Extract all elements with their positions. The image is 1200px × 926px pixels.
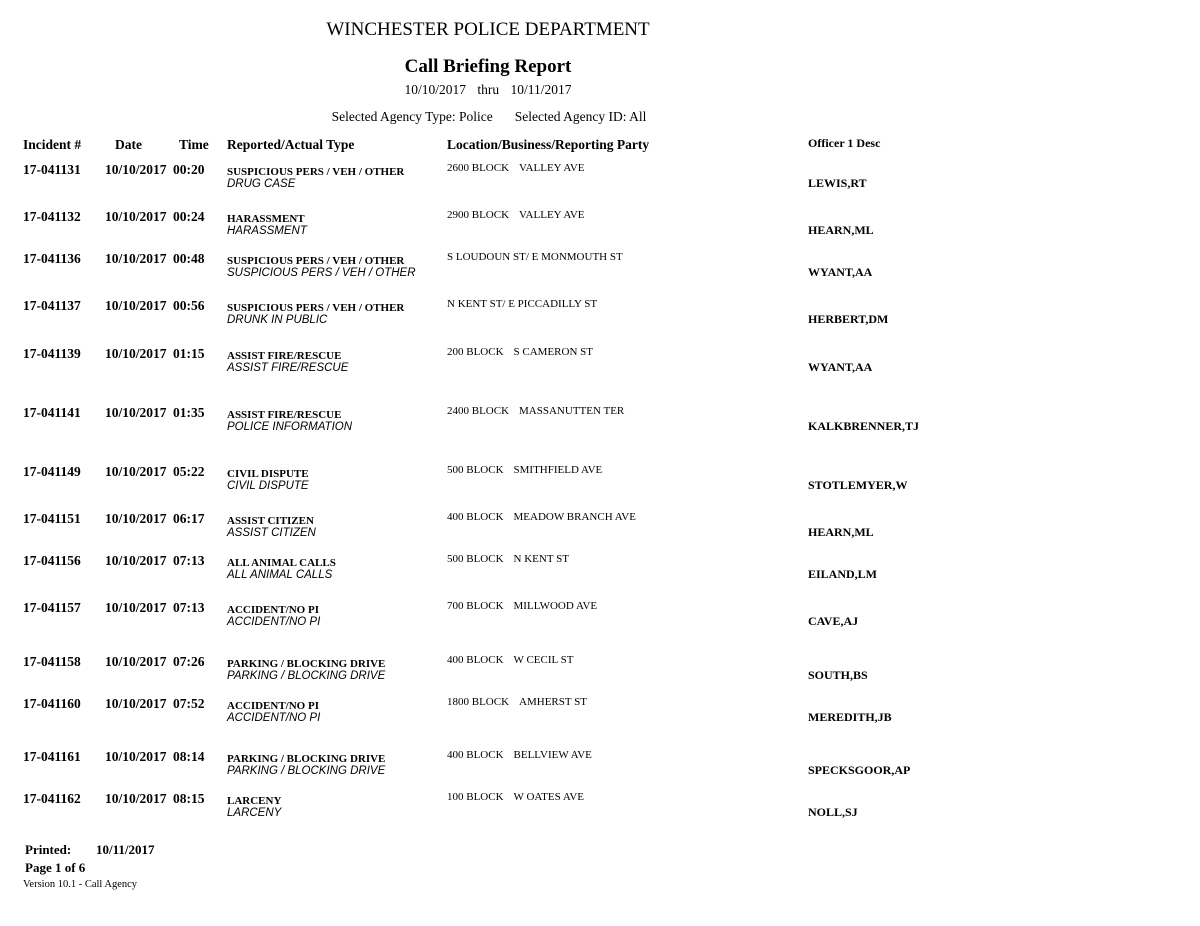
incident-time: 01:15 — [173, 346, 205, 361]
location-block: 400 BLOCK — [447, 749, 504, 761]
location — [447, 654, 573, 666]
officer-name: HEARN,ML — [808, 525, 874, 539]
actual-type: PARKING / BLOCKING DRIVE — [227, 670, 386, 682]
actual-type: CIVIL DISPUTE — [227, 480, 309, 492]
incident-date: 10/10/2017 — [105, 298, 167, 313]
date-separator: thru — [477, 82, 500, 97]
incident-time: 06:17 — [173, 511, 205, 526]
column-header-incident: Incident # — [23, 137, 82, 152]
reported-type: SUSPICIOUS PERS / VEH / OTHER — [227, 302, 405, 314]
incident-date: 10/10/2017 — [105, 464, 167, 479]
table-row — [0, 298, 1200, 338]
officer-name: WYANT,AA — [808, 265, 873, 279]
reported-type: HARASSMENT — [227, 213, 305, 225]
location-street: MEADOW BRANCH AVE — [513, 511, 636, 523]
location — [447, 696, 587, 708]
location — [447, 298, 607, 310]
page-number: Page 1 of 6 — [25, 860, 86, 875]
reported-type: ACCIDENT/NO PI — [227, 604, 319, 616]
location-block: 2400 BLOCK — [447, 405, 510, 417]
location-block: 500 BLOCK — [447, 464, 504, 476]
incident-number: 17-041131 — [23, 162, 81, 177]
report-title: Call Briefing Report — [404, 56, 572, 77]
incident-time: 00:56 — [173, 298, 205, 313]
reported-type: CIVIL DISPUTE — [227, 468, 309, 480]
date-to: 10/11/2017 — [510, 82, 572, 97]
reported-type: PARKING / BLOCKING DRIVE — [227, 753, 386, 765]
printed-date: 10/11/2017 — [96, 842, 155, 857]
incident-number: 17-041137 — [23, 298, 81, 313]
table-row — [0, 791, 1200, 831]
location-block: 100 BLOCK — [447, 791, 504, 803]
location-block: 1800 BLOCK — [447, 696, 510, 708]
actual-type: HARASSMENT — [227, 225, 307, 237]
incident-date: 10/10/2017 — [105, 251, 167, 266]
officer-name: LEWIS,RT — [808, 176, 867, 190]
incident-number: 17-041139 — [23, 346, 81, 361]
incident-number: 17-041141 — [23, 405, 81, 420]
incident-date: 10/10/2017 — [105, 749, 167, 764]
officer-name: EILAND,LM — [808, 567, 878, 581]
incident-time: 01:35 — [173, 405, 205, 420]
location — [447, 209, 585, 221]
location-block: 400 BLOCK — [447, 654, 504, 666]
location-street: AMHERST ST — [519, 696, 587, 708]
table-row — [0, 464, 1200, 504]
column-header-date: Date — [115, 137, 142, 152]
table-row — [0, 511, 1200, 551]
printed-label: Printed: — [25, 842, 72, 857]
incident-date: 10/10/2017 — [105, 696, 167, 711]
column-header-officer: Officer 1 Desc — [808, 136, 881, 150]
incident-time: 00:20 — [173, 162, 205, 177]
officer-name: SOUTH,BS — [808, 668, 868, 682]
agency-id: Selected Agency ID: All — [514, 109, 647, 124]
incident-number: 17-041151 — [23, 511, 81, 526]
incident-date: 10/10/2017 — [105, 791, 167, 806]
column-header-type: Reported/Actual Type — [227, 137, 355, 152]
actual-type: ASSIST CITIZEN — [227, 527, 316, 539]
incident-date: 10/10/2017 — [105, 162, 167, 177]
location-block: 500 BLOCK — [447, 553, 504, 565]
location — [447, 553, 569, 565]
incident-number: 17-041157 — [23, 600, 81, 615]
incident-number: 17-041161 — [23, 749, 81, 764]
location-street: S CAMERON ST — [513, 346, 593, 358]
incident-time: 08:15 — [173, 791, 205, 806]
incident-time: 07:13 — [173, 600, 205, 615]
department-name: WINCHESTER POLICE DEPARTMENT — [326, 19, 650, 40]
incident-time: 00:48 — [173, 251, 205, 266]
table-row — [0, 162, 1200, 202]
actual-type: DRUG CASE — [227, 178, 296, 190]
location-street: BELLVIEW AVE — [513, 749, 592, 761]
actual-type: ALL ANIMAL CALLS — [227, 569, 333, 581]
reported-type: ACCIDENT/NO PI — [227, 700, 319, 712]
table-row — [0, 346, 1200, 386]
incident-date: 10/10/2017 — [105, 600, 167, 615]
incident-number: 17-041132 — [23, 209, 81, 224]
incident-date: 10/10/2017 — [105, 405, 167, 420]
table-row — [0, 654, 1200, 694]
location-block: 200 BLOCK — [447, 346, 504, 358]
location — [447, 600, 597, 612]
reported-type: SUSPICIOUS PERS / VEH / OTHER — [227, 255, 405, 267]
incident-time: 07:52 — [173, 696, 205, 711]
location-street: VALLEY AVE — [519, 162, 585, 174]
location — [447, 346, 593, 358]
location-street: MILLWOOD AVE — [513, 600, 598, 612]
actual-type: ASSIST FIRE/RESCUE — [227, 362, 349, 374]
officer-name: HEARN,ML — [808, 223, 874, 237]
incident-number: 17-041156 — [23, 553, 81, 568]
location — [447, 405, 624, 417]
reported-type: ASSIST CITIZEN — [227, 515, 314, 527]
location — [447, 162, 585, 174]
officer-name: HERBERT,DM — [808, 312, 889, 326]
incident-number: 17-041158 — [23, 654, 81, 669]
incident-time: 08:14 — [173, 749, 205, 764]
reported-type: ASSIST FIRE/RESCUE — [227, 350, 342, 362]
location-block: 2900 BLOCK — [447, 209, 510, 221]
location — [447, 749, 592, 761]
reported-type: PARKING / BLOCKING DRIVE — [227, 658, 386, 670]
incident-date: 10/10/2017 — [105, 511, 167, 526]
location-block: 400 BLOCK — [447, 511, 504, 523]
actual-type: LARCENY — [227, 807, 282, 819]
agency-filter — [0, 109, 978, 125]
column-header-time: Time — [179, 137, 209, 152]
incident-number: 17-041136 — [23, 251, 81, 266]
date-from: 10/10/2017 — [404, 82, 466, 97]
incident-date: 10/10/2017 — [105, 654, 167, 669]
location-block: 700 BLOCK — [447, 600, 504, 612]
location — [447, 791, 584, 803]
reported-type: ASSIST FIRE/RESCUE — [227, 409, 342, 421]
location-street: W CECIL ST — [513, 654, 574, 666]
version-info: Version 10.1 - Call Agency — [23, 879, 138, 890]
reported-type: SUSPICIOUS PERS / VEH / OTHER — [227, 166, 405, 178]
location-block: 2600 BLOCK — [447, 162, 510, 174]
incident-date: 10/10/2017 — [105, 553, 167, 568]
table-row — [0, 600, 1200, 640]
incident-number: 17-041149 — [23, 464, 81, 479]
officer-name: CAVE,AJ — [808, 614, 859, 628]
incident-number: 17-041160 — [23, 696, 81, 711]
incident-date: 10/10/2017 — [105, 209, 167, 224]
officer-name: MEREDITH,JB — [808, 710, 892, 724]
column-header-location: Location/Business/Reporting Party — [447, 137, 650, 152]
incident-number: 17-041162 — [23, 791, 81, 806]
location — [447, 511, 636, 523]
actual-type: POLICE INFORMATION — [227, 421, 353, 433]
reported-type: ALL ANIMAL CALLS — [227, 557, 336, 569]
officer-name: NOLL,SJ — [808, 805, 858, 819]
location-street: SMITHFIELD AVE — [513, 464, 603, 476]
location-street: VALLEY AVE — [519, 209, 585, 221]
location-street: MASSANUTTEN TER — [519, 405, 625, 417]
actual-type: SUSPICIOUS PERS / VEH / OTHER — [227, 267, 416, 279]
location-block: N KENT ST/ E PICCADILLY ST — [447, 298, 598, 310]
date-range — [0, 82, 976, 98]
actual-type: DRUNK IN PUBLIC — [227, 314, 328, 326]
table-row — [0, 553, 1200, 593]
table-row — [0, 405, 1200, 445]
officer-name: STOTLEMYER,W — [808, 478, 908, 492]
incident-time: 07:26 — [173, 654, 205, 669]
table-row — [0, 251, 1200, 291]
table-row — [0, 749, 1200, 789]
location-street: N KENT ST — [513, 553, 569, 565]
agency-type: Selected Agency Type: Police — [331, 109, 493, 124]
incident-time: 00:24 — [173, 209, 205, 224]
officer-name: SPECKSGOOR,AP — [808, 763, 911, 777]
location — [447, 251, 633, 263]
incident-date: 10/10/2017 — [105, 346, 167, 361]
location — [447, 464, 602, 476]
actual-type: ACCIDENT/NO PI — [227, 616, 321, 628]
table-row — [0, 696, 1200, 736]
actual-type: PARKING / BLOCKING DRIVE — [227, 765, 386, 777]
location-block: S LOUDOUN ST/ E MONMOUTH ST — [447, 251, 623, 263]
location-street: W OATES AVE — [513, 791, 585, 803]
incident-time: 07:13 — [173, 553, 205, 568]
table-row — [0, 209, 1200, 249]
actual-type: ACCIDENT/NO PI — [227, 712, 321, 724]
incident-time: 05:22 — [173, 464, 205, 479]
reported-type: LARCENY — [227, 795, 282, 807]
officer-name: WYANT,AA — [808, 360, 873, 374]
officer-name: KALKBRENNER,TJ — [808, 419, 920, 433]
